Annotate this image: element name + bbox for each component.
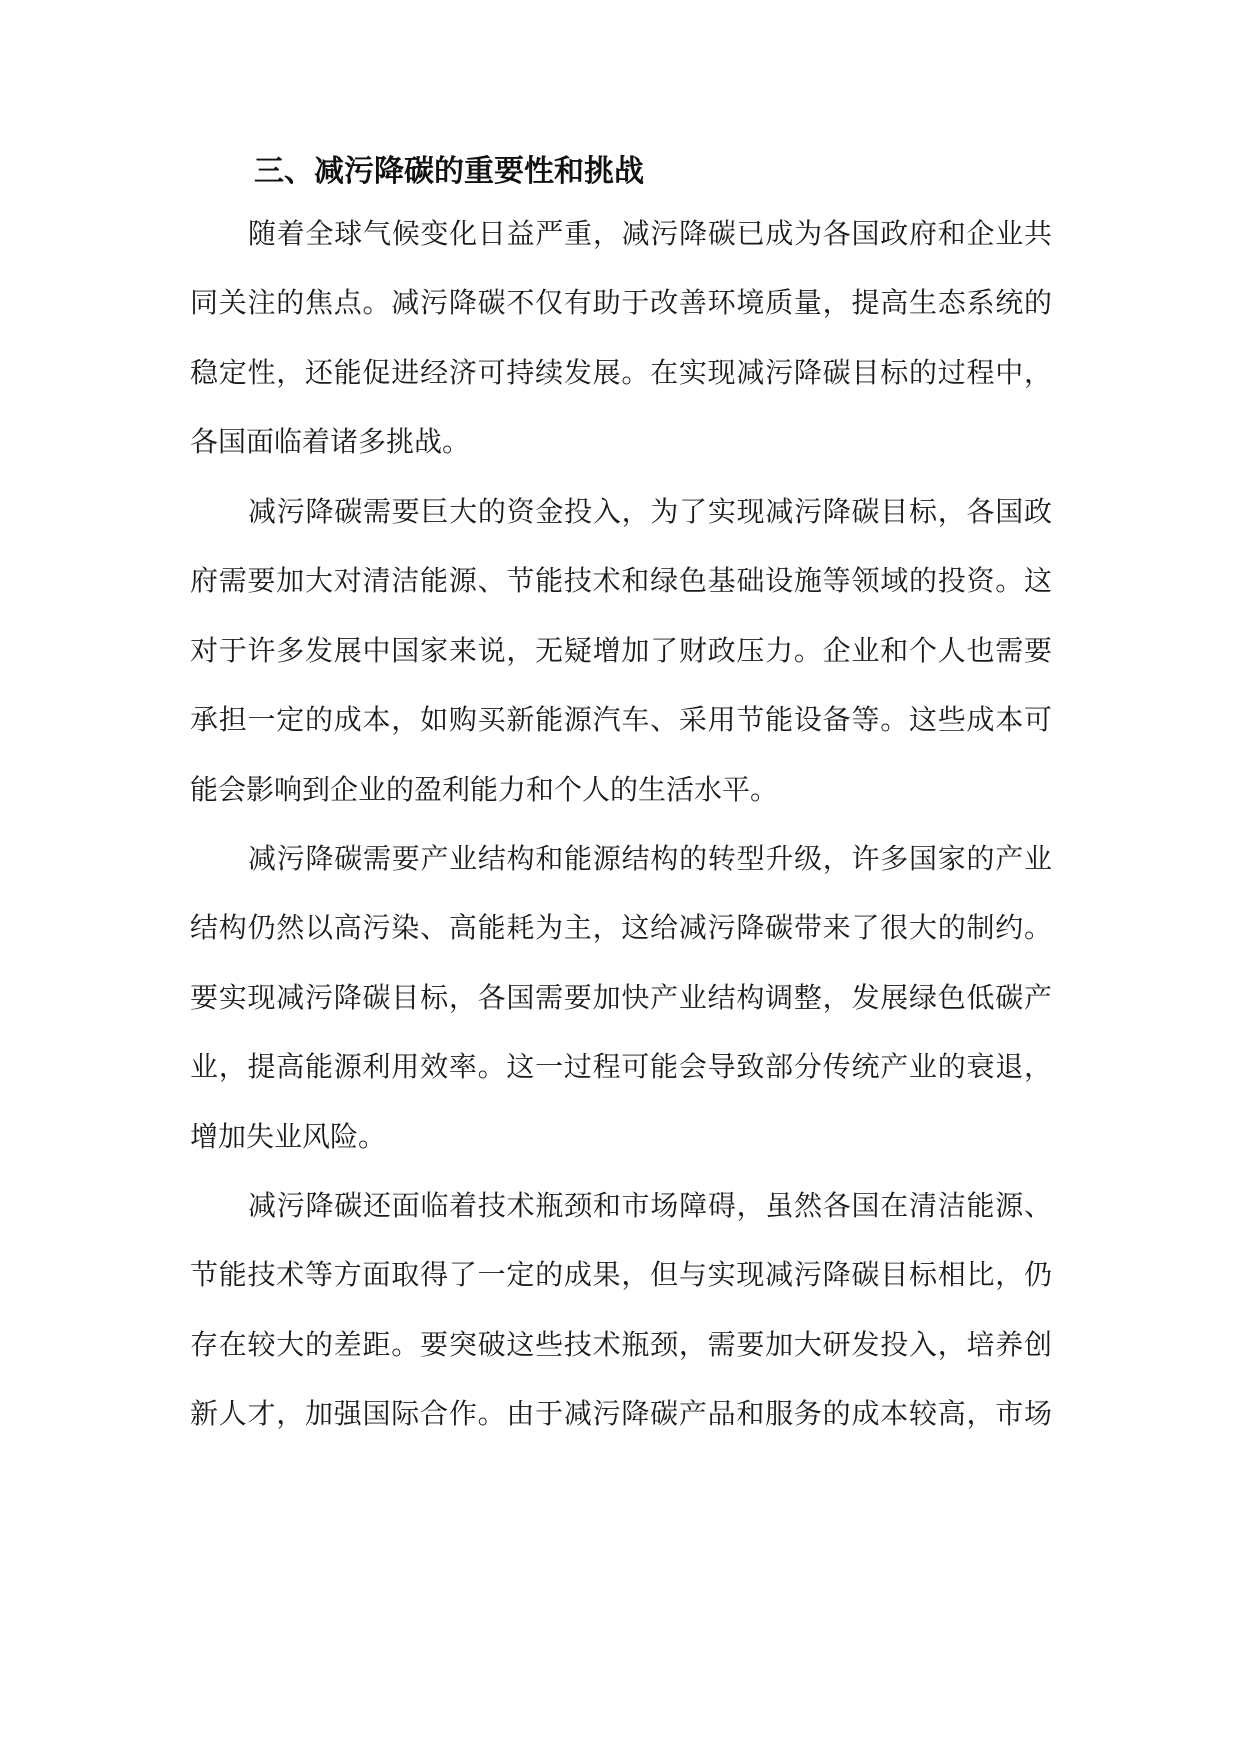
paragraph-line: 新人才，加强国际合作。由于减污降碳产品和服务的成本较高，市场 [190, 1397, 1052, 1431]
paragraph-line: 各国面临着诸多挑战。 [190, 425, 471, 459]
paragraph-line: 存在较大的差距。要突破这些技术瓶颈，需要加大研发投入，培养创 [190, 1327, 1052, 1361]
paragraph-line: 对于许多发展中国家来说，无疑增加了财政压力。企业和个人也需要 [190, 633, 1052, 667]
paragraph-line: 同关注的焦点。减污降碳不仅有助于改善环境质量，提高生态系统的 [190, 286, 1052, 320]
paragraph-line: 承担一定的成本，如购买新能源汽车、采用节能设备等。这些成本可 [190, 703, 1052, 737]
paragraph-line: 减污降碳需要产业结构和能源结构的转型升级，许多国家的产业 [248, 842, 1052, 875]
paragraph-4 [190, 1184, 1052, 1462]
paragraph-line: 业，提高能源利用效率。这一过程可能会导致部分传统产业的衰退， [190, 1050, 1052, 1084]
paragraph-line: 减污降碳还面临着技术瓶颈和市场障碍，虽然各国在清洁能源、 [248, 1189, 1052, 1222]
paragraph-line: 增加失业风险。 [190, 1119, 387, 1153]
paragraph-line: 能会影响到企业的盈利能力和个人的生活水平。 [190, 772, 779, 806]
paragraph-2 [190, 490, 1052, 837]
paragraph-1 [190, 212, 1052, 490]
paragraph-3 [190, 837, 1052, 1184]
paragraph-line: 稳定性，还能促进经济可持续发展。在实现减污降碳目标的过程中， [190, 355, 1052, 389]
paragraph-line: 随着全球气候变化日益严重，减污降碳已成为各国政府和企业共 [248, 217, 1052, 250]
paragraph-line: 节能技术等方面取得了一定的成果，但与实现减污降碳目标相比，仍 [190, 1258, 1052, 1292]
paragraph-line: 结构仍然以高污染、高能耗为主，这给减污降碳带来了很大的制约。 [190, 911, 1052, 945]
paragraph-line: 要实现减污降碳目标，各国需要加快产业结构调整，发展绿色低碳产 [190, 980, 1052, 1014]
paragraph-line: 减污降碳需要巨大的资金投入，为了实现减污降碳目标，各国政 [248, 495, 1052, 528]
paragraph-line: 府需要加大对清洁能源、节能技术和绿色基础设施等领域的投资。这 [190, 564, 1052, 598]
section-heading: 三、减污降碳的重要性和挑战 [254, 154, 644, 189]
